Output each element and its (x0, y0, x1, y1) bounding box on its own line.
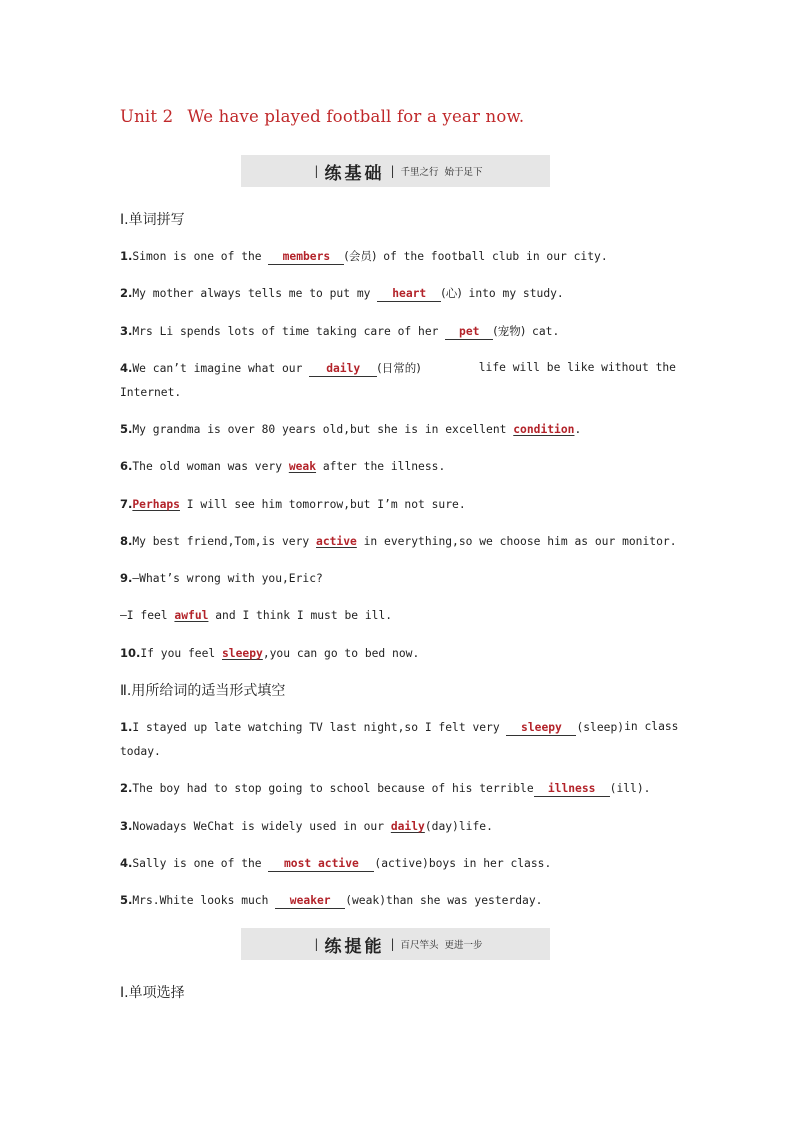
question-item: 5.Mrs.White looks much weaker (weak)than she was yesterday. (120, 893, 543, 907)
section-banner-basic (241, 155, 550, 187)
banner-subtitle: 百尺竿头 更进一步 (400, 940, 483, 951)
question-item: 3.Mrs Li spends lots of time taking care of her pet (宠物) cat. (120, 324, 560, 338)
question-item: 4.Sally is one of the most active (active)boys in her class. (120, 856, 552, 870)
answer: most active (283, 857, 359, 870)
section-banner-advanced (241, 928, 550, 960)
banner-divider: | (390, 164, 395, 178)
question-item: 3.Nowadays WeChat is widely used in our daily(day)life. (120, 819, 493, 833)
question-item: 6.The old woman was very weak after the illness. (120, 459, 446, 473)
answer: heart (392, 287, 427, 300)
answer: sleepy (521, 721, 562, 734)
answer: weak (288, 460, 317, 473)
answer: awful (174, 609, 209, 622)
question-item: 9.—What’s wrong with you,Eric? —I feel awful and I think I must be ill. (120, 571, 393, 622)
banner-divider: | (390, 937, 395, 951)
section-heading-spelling: Ⅰ.单词拼写 (120, 212, 185, 228)
answer: daily (326, 362, 361, 375)
question-item: 7.Perhaps I will see him tomorrow,but I’m not sure. (120, 497, 466, 511)
question-item: 8.My best friend,Tom,is very active in everything,so we choose him as our monitor. (120, 534, 677, 548)
answer: Perhaps (132, 498, 180, 511)
section-heading-word-forms: Ⅱ.用所给词的适当形式填空 (120, 683, 286, 699)
question-item: 2.My mother always tells me to put my heart (心) into my study. (120, 286, 564, 300)
answer: daily (390, 820, 425, 833)
question-item: 5.My grandma is over 80 years old,but she is in excellent condition. (120, 422, 582, 436)
unit-label: Unit 2 (120, 107, 174, 126)
question-item: 10.If you feel sleepy,you can go to bed now. (120, 646, 420, 660)
answer: active (316, 535, 357, 548)
banner-divider: | (314, 164, 319, 178)
question-item: 1.I stayed up late watching TV last night,so I felt very sleepy (sleep) in class today. (120, 720, 679, 758)
answer: condition (513, 423, 575, 436)
banner-title: 练提能 (324, 936, 385, 957)
answer: weaker (289, 894, 331, 907)
question-item: 4.We can’t imagine what our daily (日常的) life will be like without the Internet. (120, 361, 676, 399)
section-heading-multiple-choice: Ⅰ.单项选择 (120, 985, 185, 1001)
banner-subtitle: 千里之行 始于足下 (400, 167, 483, 178)
answer: illness (547, 782, 596, 795)
page-title (120, 107, 524, 126)
answer: sleepy (222, 647, 263, 660)
question-item: 1.Simon is one of the members (会员) of the football club in our city. (120, 249, 608, 263)
answer: members (282, 250, 331, 263)
banner-divider: | (314, 937, 319, 951)
banner-title: 练基础 (324, 163, 385, 184)
unit-title: We have played football for a year now. (187, 107, 525, 126)
answer: pet (459, 325, 480, 338)
question-item: 2.The boy had to stop going to school because of his terrible illness (ill). (120, 781, 651, 795)
